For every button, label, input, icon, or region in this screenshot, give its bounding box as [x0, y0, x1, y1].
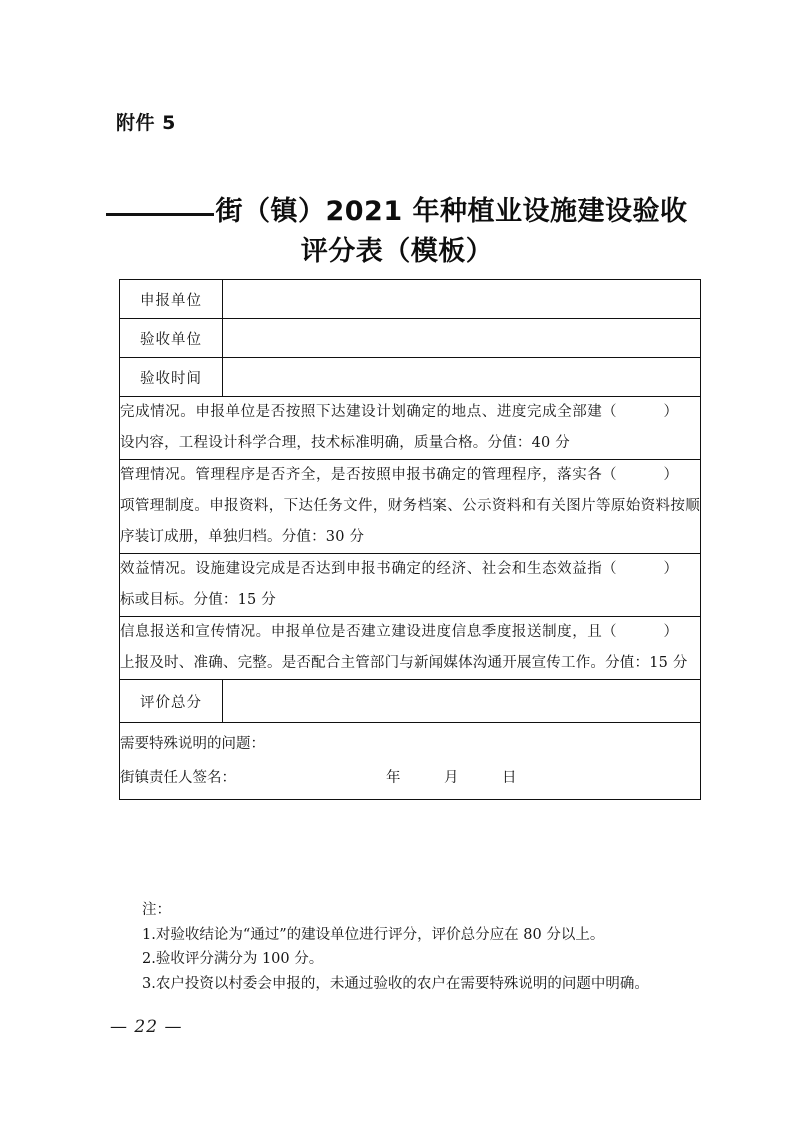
page-title [97, 192, 697, 272]
table-row-acceptance-time [120, 358, 701, 397]
criteria-completion [120, 397, 701, 460]
field-acceptance-unit[interactable] [223, 319, 701, 358]
table-row-remarks [120, 723, 701, 800]
title-line-1: 街（镇）2021 年种植业设施建设验收 [215, 196, 688, 227]
table-row-acceptance-unit [120, 319, 701, 358]
score-blank-benefit[interactable]: （ ） [602, 561, 684, 577]
label-applicant-unit: 申报单位 [120, 280, 223, 319]
criteria-text-management: 管理情况。管理程序是否齐全，是否按照申报书确定的管理程序，落实各项管理制度。申报资料，下达任务文件，财务档案、公示资料和有关图片等原始资料按顺序装订成册，单独归档。分值：30 分 [120, 467, 700, 545]
footnotes-block [142, 898, 702, 996]
date-fields[interactable]: 年 月 日 [386, 770, 517, 786]
field-applicant-unit[interactable] [223, 280, 701, 319]
attachment-label: 附件 5 [116, 112, 176, 134]
label-acceptance-unit: 验收单位 [120, 319, 223, 358]
criteria-text-reporting: 信息报送和宣传情况。申报单位是否建立建设进度信息季度报送制度，且上报及时、准确、完整。是否配合主管部门与新闻媒体沟通开展宣传工作。分值：15 分 [120, 624, 688, 671]
table-row-applicant-unit [120, 280, 701, 319]
score-blank-management[interactable]: （ ） [602, 467, 684, 483]
criteria-text-completion: 完成情况。申报单位是否按照下达建设计划确定的地点、进度完成全部建设内容，工程设计科学合理，技术标准明确，质量合格。分值：40 分 [120, 404, 602, 451]
footnote-heading: 注： [142, 902, 171, 918]
criteria-text-benefit: 效益情况。设施建设完成是否达到申报书确定的经济、社会和生态效益指标或目标。分值：15 分 [120, 561, 602, 608]
score-blank-reporting[interactable]: （ ） [602, 624, 684, 640]
criteria-management [120, 460, 701, 554]
title-line-2: 评分表（模板） [300, 236, 494, 267]
footnote-item-3: 3.农户投资以村委会申报的，未通过验收的农户在需要特殊说明的问题中明确。 [142, 975, 649, 992]
field-total-score[interactable] [223, 680, 701, 723]
table-row-criteria-management [120, 460, 701, 554]
page-number: — 22 — [110, 1017, 183, 1037]
criteria-benefit [120, 554, 701, 617]
label-total-score: 评价总分 [120, 680, 223, 723]
table-row-criteria-completion [120, 397, 701, 460]
table-row-total-score [120, 680, 701, 723]
title-blank-underline [106, 213, 214, 216]
criteria-reporting [120, 617, 701, 680]
signature-line [120, 761, 700, 795]
table-row-criteria-reporting [120, 617, 701, 680]
field-acceptance-time[interactable] [223, 358, 701, 397]
remarks-section [120, 723, 701, 800]
label-acceptance-time: 验收时间 [120, 358, 223, 397]
table-row-criteria-benefit [120, 554, 701, 617]
footnote-item-1: 1.对验收结论为“通过”的建设单位进行评分，评价总分应在 80 分以上。 [142, 926, 605, 943]
label-signature: 街镇责任人签名： [120, 770, 236, 786]
label-special-remarks: 需要特殊说明的问题： [120, 736, 265, 752]
scoring-table [119, 279, 701, 800]
footnote-item-2: 2.验收评分满分为 100 分。 [142, 951, 324, 967]
score-blank-completion[interactable]: （ ） [602, 404, 684, 420]
